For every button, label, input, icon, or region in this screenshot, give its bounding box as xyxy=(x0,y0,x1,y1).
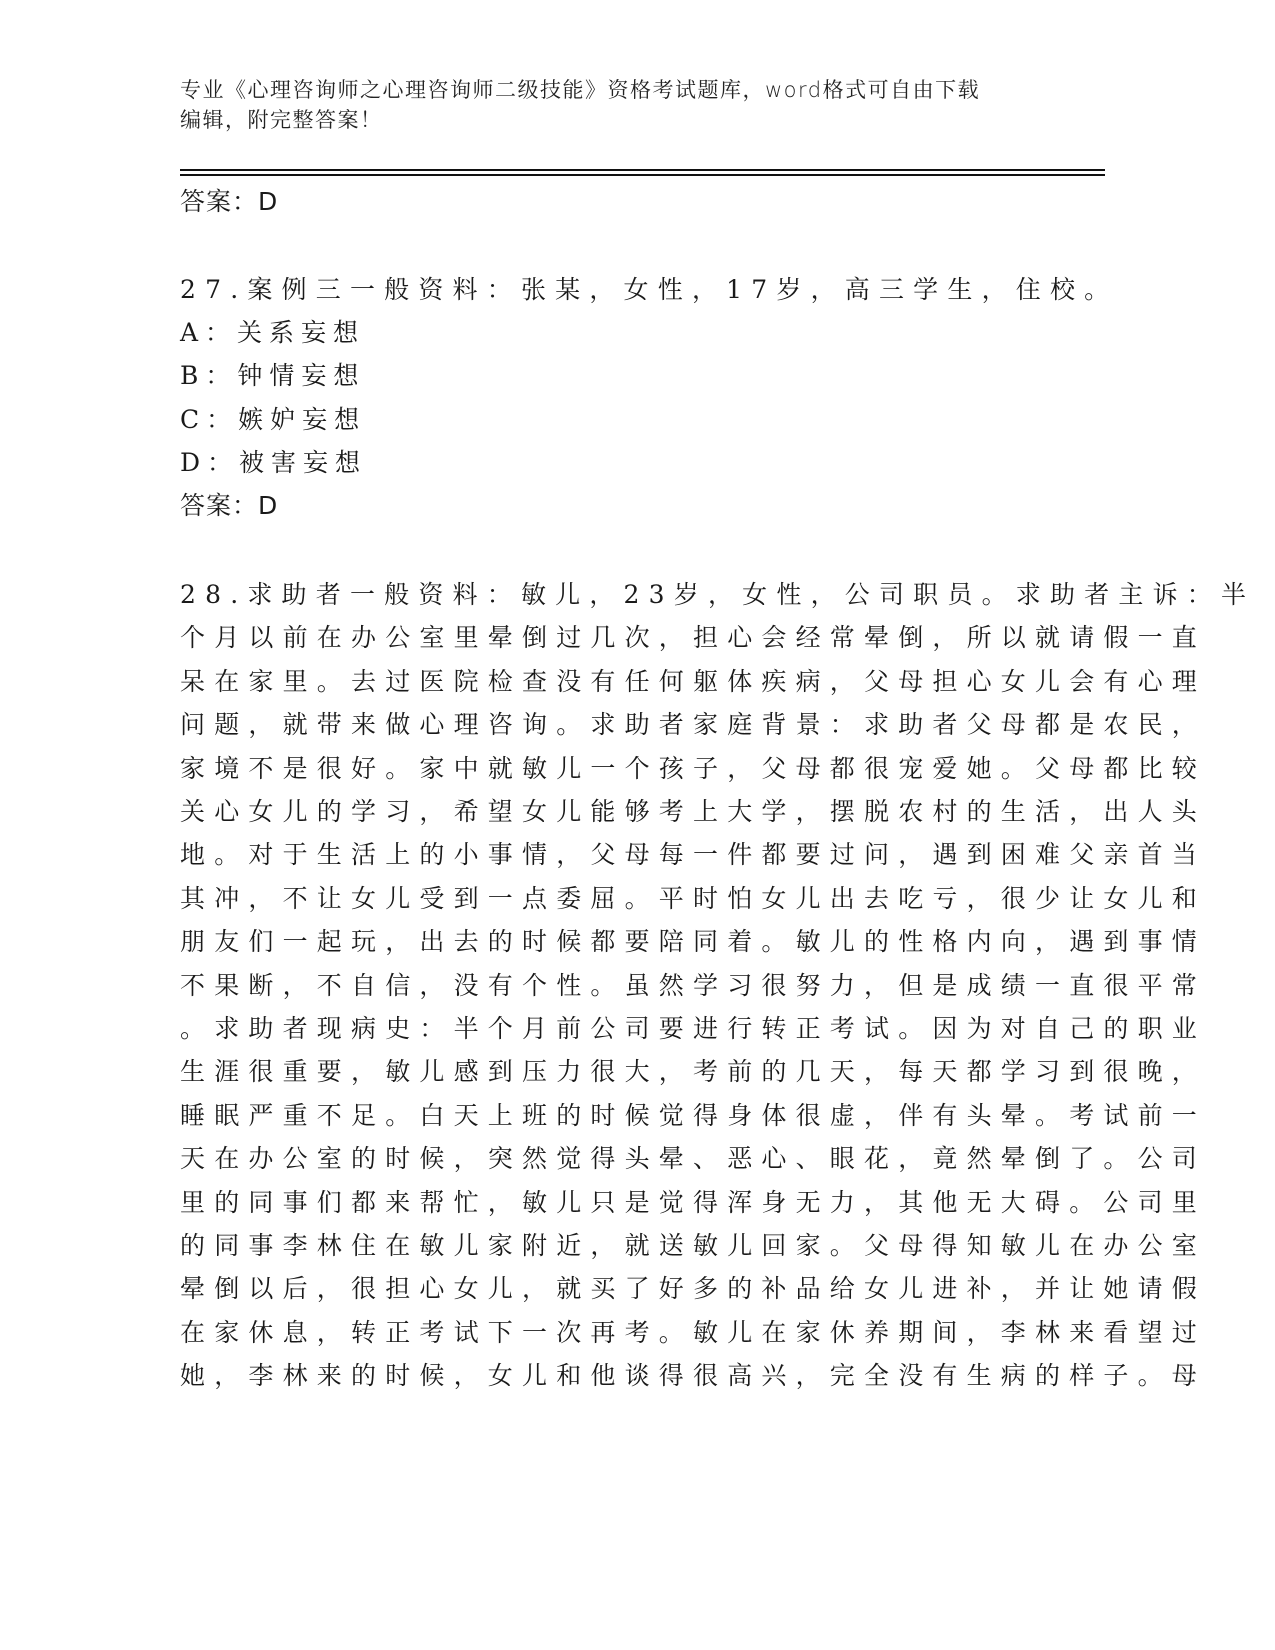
question-28-line: 生涯很重要，敏儿感到压力很大，考前的几天，每天都学习到很晚， xyxy=(180,1057,1207,1087)
question-27-option-d: D：被害妄想 xyxy=(180,448,368,477)
question-28-line: 的同事李林住在敏儿家附近，就送敏儿回家。父母得知敏儿在办公室 xyxy=(180,1231,1207,1260)
question-28-line: 地。对于生活上的小事情，父母每一件都要过问，遇到困难父亲首当 xyxy=(180,840,1207,870)
question-28-line: 个月以前在办公室里晕倒过几次，担心会经常晕倒，所以就请假一直 xyxy=(180,623,1207,653)
header-rule-top xyxy=(180,169,1105,171)
question-28-line: 问题，就带来做心理咨询。求助者家庭背景：求助者父母都是农民， xyxy=(180,710,1207,740)
header-line-2: 编辑，附完整答案！ xyxy=(180,108,383,132)
question-28-line: 关心女儿的学习，希望女儿能够考上大学，摆脱农村的生活，出人头 xyxy=(180,797,1207,826)
question-28-line: 家境不是很好。家中就敏儿一个孩子，父母都很宠爱她。父母都比较 xyxy=(180,753,1207,783)
question-27-stem: 27.案例三一般资料：张某，女性，17岁，高三学生，住校。 xyxy=(180,275,1119,304)
question-27-option-b: B：钟情妄想 xyxy=(180,361,366,390)
question-28-line: 在家休息，转正考试下一次再考。敏儿在家休养期间，李林来看望过 xyxy=(180,1317,1207,1347)
question-28-line: 其冲，不让女儿受到一点委屈。平时怕女儿出去吃亏，很少让女儿和 xyxy=(180,883,1207,913)
question-28-line: 不果断，不自信，没有个性。虽然学习很努力，但是成绩一直很平常 xyxy=(180,970,1207,1000)
previous-answer: 答案：D xyxy=(180,187,279,216)
question-28-line: 呆在家里。去过医院检查没有任何躯体疾病，父母担心女儿会有心理 xyxy=(180,666,1207,696)
question-27-answer: 答案：D xyxy=(180,491,279,520)
question-28-line: 朋友们一起玩，出去的时候都要陪同着。敏儿的性格内向，遇到事情 xyxy=(180,927,1207,957)
question-28-line: 她，李林来的时候，女儿和他谈得很高兴，完全没有生病的样子。母 xyxy=(180,1361,1207,1391)
question-28-line: 28.求助者一般资料：敏儿，23岁，女性，公司职员。求助者主诉：半 xyxy=(180,580,1256,609)
question-28-line: 晕倒以后，很担心女儿，就买了好多的补品给女儿进补，并让她请假 xyxy=(180,1274,1207,1304)
header-rule-bottom xyxy=(180,174,1105,176)
question-27-option-c: C：嫉妒妄想 xyxy=(180,405,367,434)
header-line-1: 专业《心理咨询师之心理咨询师二级技能》资格考试题库，word格式可自由下载 xyxy=(180,78,981,102)
question-27-option-a: A：关系妄想 xyxy=(180,318,366,347)
question-28-line: 里的同事们都来帮忙，敏儿只是觉得浑身无力，其他无大碍。公司里 xyxy=(180,1187,1207,1217)
question-28-line: 天在办公室的时候，突然觉得头晕、恶心、眼花，竟然晕倒了。公司 xyxy=(180,1144,1207,1174)
question-28-line: 。求助者现病史：半个月前公司要进行转正考试。因为对自己的职业 xyxy=(180,1014,1207,1043)
question-28-line: 睡眠严重不足。白天上班的时候觉得身体很虚，伴有头晕。考试前一 xyxy=(180,1100,1207,1130)
